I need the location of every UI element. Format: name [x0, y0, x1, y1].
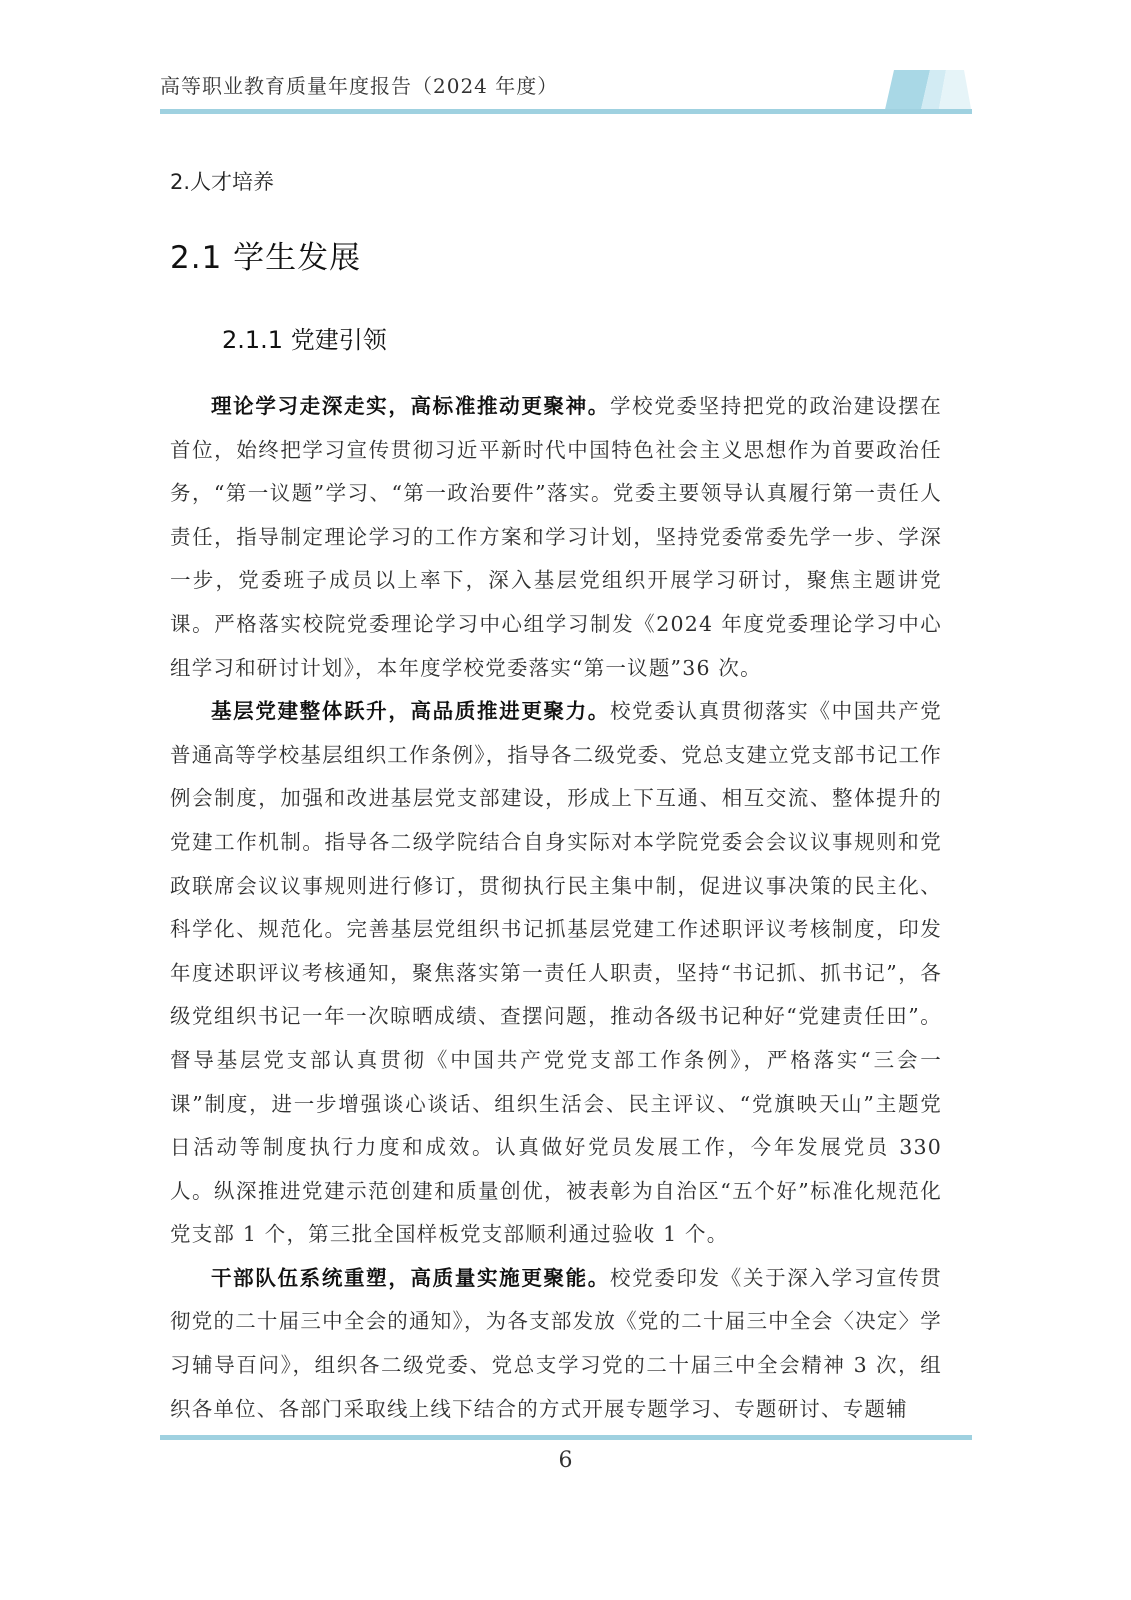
- page-number: 6: [558, 1448, 573, 1473]
- subsection-heading: 2.1.1 党建引领: [222, 326, 387, 354]
- paragraph: [170, 385, 942, 690]
- paragraph-lead: 干部队伍系统重塑，高质量实施更聚能。: [211, 1265, 610, 1290]
- header-decoration-icon: [880, 70, 972, 114]
- chapter-heading: 2.人才培养: [170, 170, 275, 194]
- paragraph: [170, 690, 942, 1257]
- page-header-title: 高等职业教育质量年度报告（2024 年度）: [160, 74, 559, 98]
- body-text: [170, 385, 942, 1431]
- footer-divider: [160, 1435, 972, 1440]
- paragraph-text: 校党委印发《关于深入学习宣传贯彻党的二十届三中全会的通知》，为各支部发放《党的二十届三中全会〈决定〉学习辅导百问》，组织各二级党委、党总支学习党的二十届三中全会精神 3 次，组织各单位、各部门采取线上线下结合的方式开展专题学习、专题研讨、专题辅: [170, 1265, 942, 1421]
- paragraph-text: 校党委认真贯彻落实《中国共产党普通高等学校基层组织工作条例》，指导各二级党委、党总支建立党支部书记工作例会制度，加强和改进基层党支部建设，形成上下互通、相互交流、整体提升的党建工作机制。指导各二级学院结合自身实际对本学院党委会会议议事规则和党政联席会议议事规则进行修订，贯彻执行民主集中制，促进议事决策的民主化、科学化、规范化。完善基层党组织书记抓基层党建工作述职评议考核制度，印发年度述职评议考核通知，聚焦落实第一责任人职责，坚持“书记抓、抓书记”，各级党组织书记一年一次晾晒成绩、查摆问题，推动各级书记种好“党建责任田”。督导基层党支部认真贯彻《中国共产党党支部工作条例》，严格落实“三会一课”制度，进一步增强谈心谈话、组织生活会、民主评议、“党旗映天山”主题党日活动等制度执行力度和成效。认真做好党员发展工作，今年发展党员 330 人。纵深推进党建示范创建和质量创优，被表彰为自治区“五个好”标准化规范化党支部 1 个，第三批全国样板党支部顺利通过验收 1 个。: [170, 699, 942, 1247]
- section-heading: 2.1 学生发展: [170, 240, 362, 276]
- paragraph-text: 学校党委坚持把党的政治建设摆在首位，始终把学习宣传贯彻习近平新时代中国特色社会主义思想作为首要政治任务，“第一议题”学习、“第一政治要件”落实。党委主要领导认真履行第一责任人责任，指导制定理论学习的工作方案和学习计划，坚持党委常委先学一步、学深一步，党委班子成员以上率下，深入基层党组织开展学习研讨，聚焦主题讲党课。严格落实校院党委理论学习中心组学习制发《2024 年度党委理论学习中心组学习和研讨计划》，本年度学校党委落实“第一议题”36 次。: [170, 394, 942, 680]
- paragraph-lead: 理论学习走深走实，高标准推动更聚神。: [211, 394, 610, 418]
- paragraph: [170, 1257, 942, 1431]
- header-divider: [160, 109, 972, 114]
- paragraph-lead: 基层党建整体跃升，高品质推进更聚力。: [211, 699, 610, 724]
